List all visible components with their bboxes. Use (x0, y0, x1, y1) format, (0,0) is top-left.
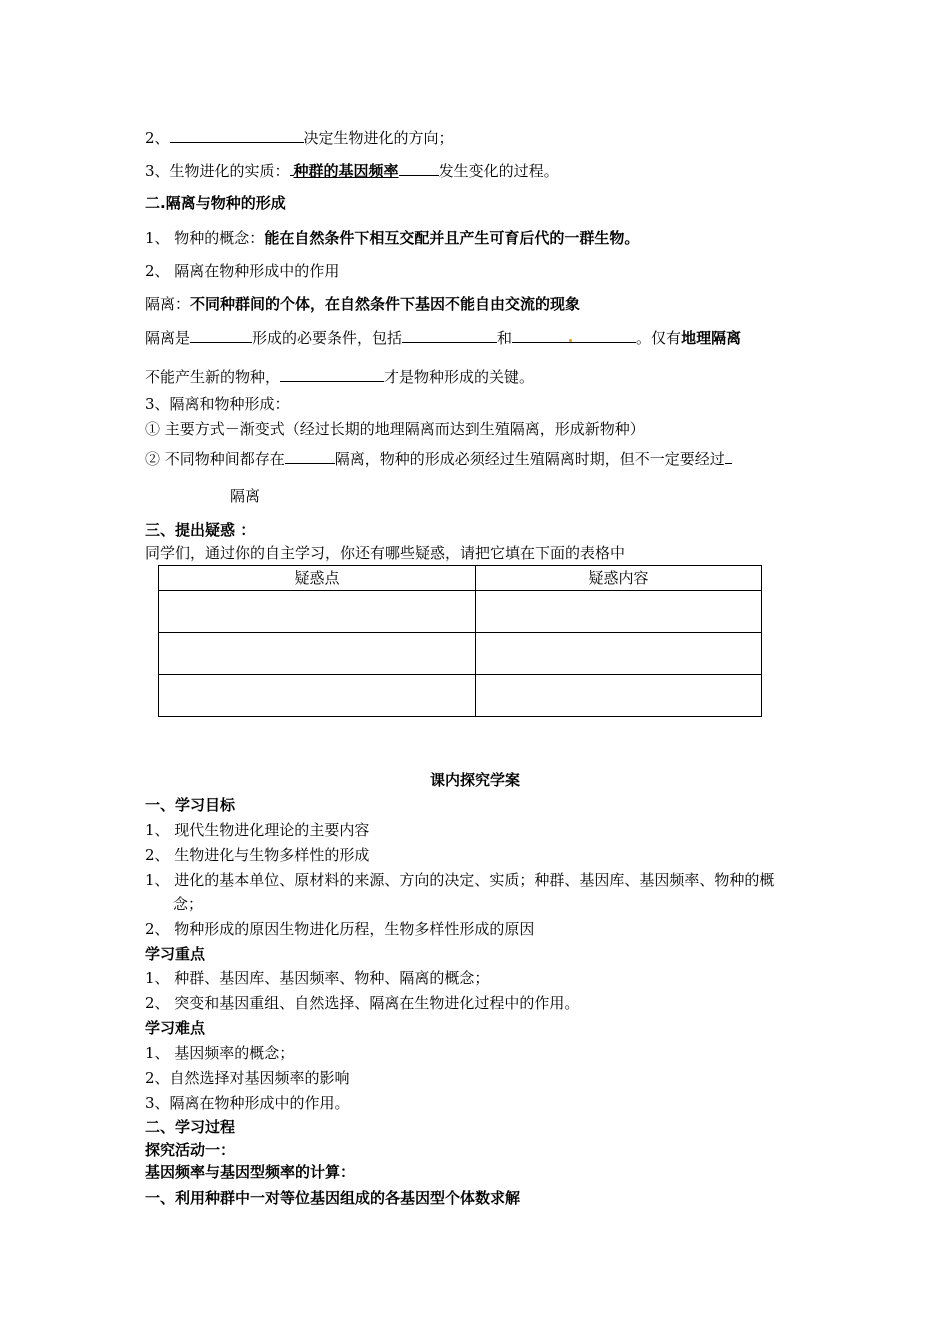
list-item: 2、 物种形成的原因生物进化历程，生物多样性形成的原因 (145, 920, 535, 938)
fill-blank[interactable] (402, 327, 497, 343)
fill-blank[interactable] (190, 327, 252, 343)
fill-blank[interactable] (280, 366, 384, 382)
list-item-cont: 念； (173, 895, 204, 913)
isolation-species: 3、隔离和物种形成： (145, 395, 290, 413)
question-table (158, 565, 762, 717)
process-heading: 二、学习过程 (145, 1118, 236, 1136)
section-heading-2: 二.隔离与物种的形成 (145, 194, 286, 212)
list-item: 1、 种群、基因库、基因频率、物种、隔离的概念； (145, 969, 490, 987)
table-row (159, 633, 762, 675)
table-cell[interactable] (159, 633, 476, 675)
list-item: 1、 进化的基本单位、原材料的来源、方向的决定、实质；种群、基因库、基因频率、物种的概 (145, 871, 775, 889)
table-cell[interactable] (476, 591, 762, 633)
line-3: 3、生物进化的实质： 种群的基因频率 发生变化的过程。 (145, 162, 559, 180)
isolation-role: 2、 隔离在物种形成中的作用 (145, 262, 340, 280)
list-item: 1、 基因频率的概念； (145, 1044, 295, 1062)
difficulties-heading: 学习难点 (145, 1019, 206, 1037)
list-item: 1、 现代生物进化理论的主要内容 (145, 821, 370, 839)
fill-blank[interactable] (725, 448, 732, 464)
species-concept: 1、 物种的概念：能在自然条件下相互交配并且产生可育后代的一群生物。 (145, 229, 640, 247)
table-cell[interactable] (159, 591, 476, 633)
line-2: 2、 决定生物进化的方向； (145, 129, 454, 147)
goals-heading: 一、学习目标 (145, 796, 236, 814)
mode-1: ① 主要方式－渐变式（经过长期的地理隔离而达到生殖隔离，形成新物种） (145, 420, 645, 438)
list-item: 2、自然选择对基因频率的影响 (145, 1069, 350, 1087)
question-intro: 同学们，通过你的自主学习，你还有哪些疑惑，请把它填在下面的表格中 (145, 544, 626, 562)
table-row (159, 675, 762, 717)
table-header: 疑惑点 (159, 566, 476, 591)
table-header: 疑惑内容 (476, 566, 762, 591)
section-title: 课内探究学案 (429, 771, 520, 789)
mode-2: ② 不同物种间都存在 隔离，物种的形成必须经过生殖隔离时期，但不一定要经过 (145, 448, 732, 469)
mode-2-cont: 隔离 (230, 487, 261, 505)
isolation-line: 隔离是 形成的必要条件，包括 和 。仅有地理隔离 (145, 329, 742, 347)
list-item: 3、隔离在物种形成中的作用。 (145, 1094, 350, 1112)
key-points-heading: 学习重点 (145, 945, 206, 963)
activity-subheading: 基因频率与基因型频率的计算： (145, 1163, 356, 1181)
fill-blank[interactable] (512, 327, 636, 343)
isolation-definition: 隔离：不同种群间的个体，在自然条件下基因不能自由交流的现象 (145, 295, 581, 313)
fill-blank[interactable] (170, 127, 304, 143)
method-heading: 一、利用种群中一对等位基因组成的各基因型个体数求解 (145, 1189, 521, 1207)
section-heading-3: 三、提出疑惑 ： (145, 521, 256, 539)
answer-text: 种群的基因频率 (293, 162, 399, 180)
table-cell[interactable] (476, 633, 762, 675)
table-cell[interactable] (159, 675, 476, 717)
list-item: 2、 突变和基因重组、自然选择、隔离在生物进化过程中的作用。 (145, 994, 580, 1012)
list-item: 2、 生物进化与生物多样性的形成 (145, 846, 370, 864)
table-cell[interactable] (476, 675, 762, 717)
isolation-line-2: 不能产生新的物种， 才是物种形成的关键。 (145, 368, 535, 386)
table-row (159, 591, 762, 633)
fill-blank[interactable] (285, 448, 335, 464)
activity-heading: 探究活动一： (145, 1141, 236, 1159)
